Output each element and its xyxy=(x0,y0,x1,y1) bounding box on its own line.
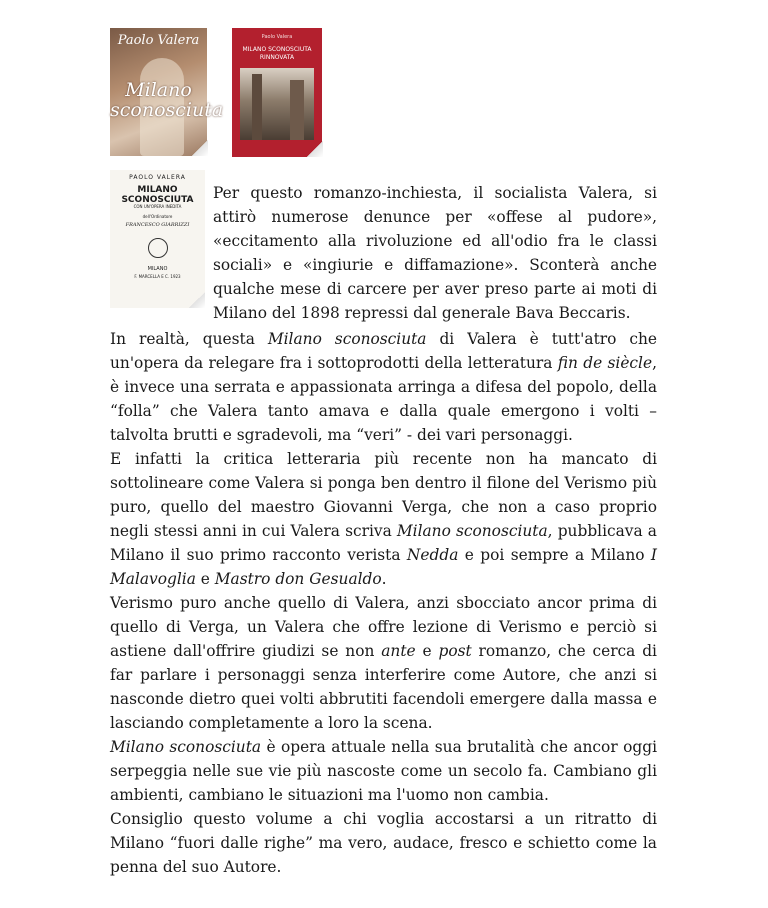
book-cover-1 xyxy=(110,28,224,156)
cover-title: Milano sconosciuta xyxy=(110,79,224,121)
paragraph-2: E infatti la critica letteraria più recente non ha mancato di sottolineare come Valera si ponga ben dentro il filone del Verismo più puro, quello del maestro Giovanni Verga, che non a caso proprio negli stessi anni in cui Valera scriva Milano sconosciuta, pubblicava a Milano il suo primo racconto verista Nedda e poi sempre a Milano I Malavoglia e Mastro don Gesualdo. xyxy=(110,450,657,588)
cover-author: Paolo Valera xyxy=(261,34,293,40)
page-curl-icon xyxy=(192,140,208,156)
book-cover-2 xyxy=(232,28,322,157)
cover-title: MILANO SCONOSCIUTA RINNOVATA xyxy=(242,46,312,61)
publisher-emblem-icon xyxy=(148,238,168,258)
cover-editor: FRANCESCO GIARRIZZI xyxy=(125,222,190,228)
page-curl-icon xyxy=(189,292,205,308)
cover-title: MILANO SCONOSCIUTA xyxy=(121,185,194,205)
page-curl-icon xyxy=(307,141,323,157)
cover-city: MILANO xyxy=(147,266,168,272)
cover-subtitle: CON UN'OPERA INEDITA xyxy=(133,204,182,209)
paragraph-4: Milano sconosciuta è opera attuale nella sua brutalità che ancor oggi serpeggia nelle sue vie più nascoste come un secolo fa. Cambiano gli ambienti, cambiano le situazioni ma l'uomo non cambia. xyxy=(110,738,657,804)
paragraph-1: In realtà, questa Milano sconosciuta di Valera è tutt'atro che un'opera da relegare fra i sottoprodotti della letteratura fin de siècle, è invece una serrata e appassionata arringa a difesa del popolo, della “folla” che Valera tanto amava e dalla quale emergono i volti – talvolta brutti e sgradevoli, ma “veri” - dei vari personaggi. xyxy=(110,330,657,444)
intro-paragraph: Per questo romanzo-inchiesta, il socialista Valera, si attirò numerose denunce per «offese al pudore», «eccitamento alla rivoluzione ed all'odio fra le classi sociali» e «ingiurie e diffamazione». Sconterà anche qualche mese di carcere per aver preso parte ai moti di Milano del 1898 repressi dal generale Bava Beccaris. xyxy=(213,184,657,322)
paragraph-5: Consiglio questo volume a chi voglia accostarsi a un ritratto di Milano “fuori dalle righe” ma vero, audace, fresco e schietto come la penna del suo Autore. xyxy=(110,810,657,876)
paragraph-3: Verismo puro anche quello di Valera, anzi sbocciato ancor prima di quello di Verga, un Valera che offre lezione di Verismo e perciò si astiene dall'offrire giudizi se non ante e post romanzo, che cerca di far parlare i personaggi senza interferire come Autore, che anzi si nasconde dietro quei volti abbrutiti facendoli emergere dalla massa e lasciando completamente a loro la scena. xyxy=(110,594,657,732)
cover-publisher: F. MARCELLA E C. 1923 xyxy=(134,274,181,279)
book-cover-3 xyxy=(110,170,205,308)
cover-author: Paolo Valera xyxy=(117,33,200,48)
cover-author: PAOLO VALERA xyxy=(129,174,186,181)
cover-note: dell'Ordinatore xyxy=(142,214,173,219)
cover-photo xyxy=(240,68,314,140)
